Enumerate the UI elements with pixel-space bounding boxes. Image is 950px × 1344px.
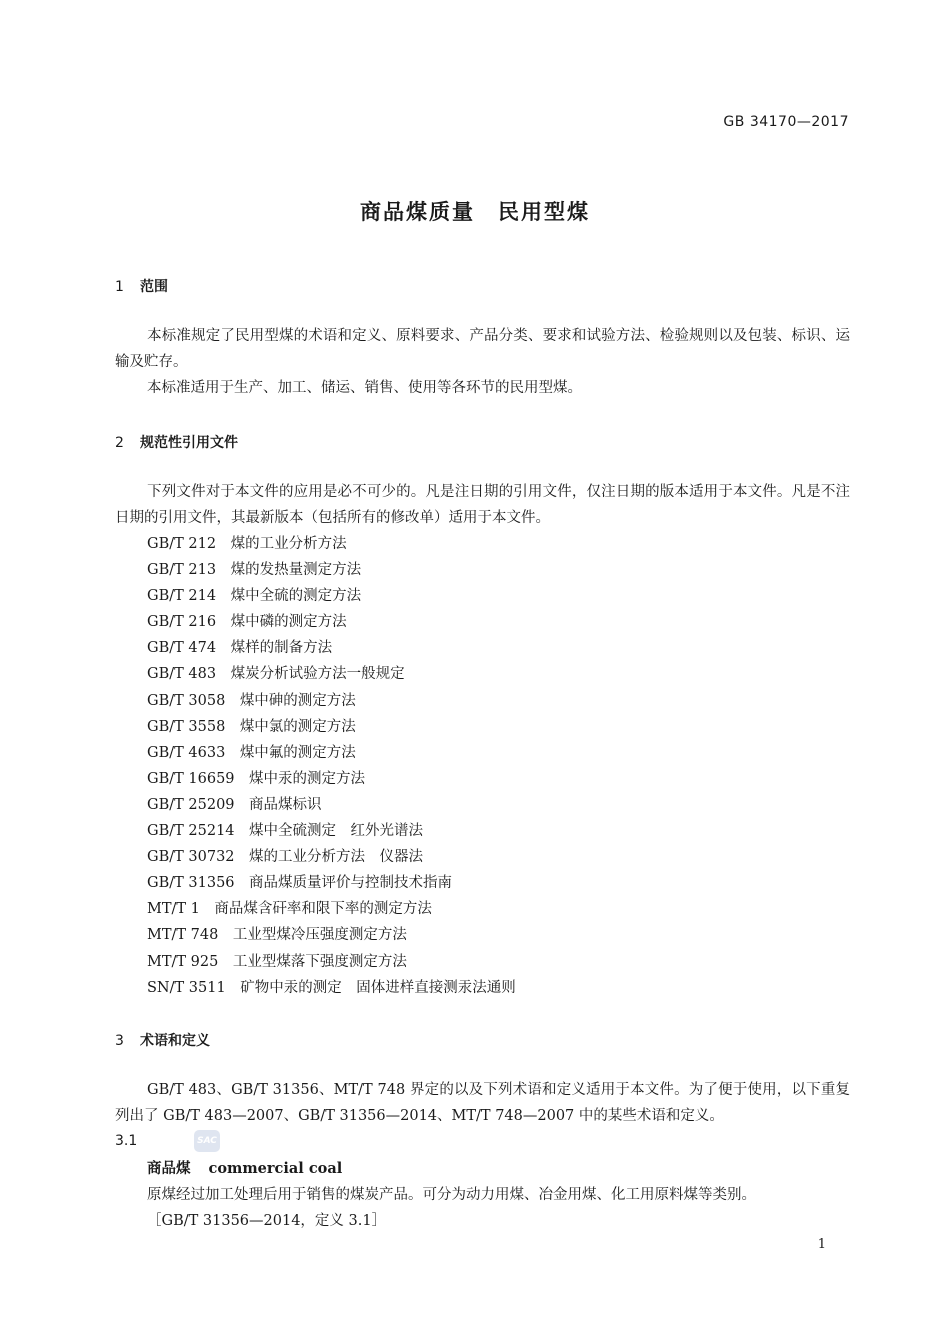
reference-item (147, 949, 516, 975)
normative-references-list (147, 531, 516, 1001)
section-2-intro-text: 下列文件对于本文件的应用是必不可少的。凡是注日期的引用文件，仅注日期的版本适用于本文件。凡是不注日期的引用文件，其最新版本（包括所有的修改单）适用于本文件。 (115, 484, 850, 526)
reference-title: 煤中全硫的测定方法 (230, 588, 362, 605)
reference-item (147, 635, 516, 661)
reference-code: GB/T 3058 (147, 692, 226, 709)
reference-title: 商品煤标识 (249, 796, 322, 813)
reference-title: 煤中氟的测定方法 (239, 744, 356, 761)
section-1-paragraph-1 (115, 323, 850, 375)
reference-code: GB/T 30732 (147, 849, 235, 866)
reference-code: SN/T 3511 (147, 979, 226, 996)
reference-code: GB/T 214 (147, 588, 217, 605)
reference-code: GB/T 483 (147, 666, 217, 683)
reference-title: 煤的工业分析方法 仪器法 (249, 849, 424, 866)
reference-code: GB/T 25209 (147, 796, 235, 813)
reference-title: 商品煤质量评价与控制技术指南 (249, 875, 453, 892)
reference-title: 煤炭分析试验方法一般规定 (230, 666, 405, 683)
reference-item (147, 531, 516, 557)
sac-watermark-logo: SAC (194, 1130, 220, 1152)
section-1-number: 1 (115, 279, 124, 295)
reference-item (147, 922, 516, 948)
term-name (147, 1156, 342, 1182)
reference-title: 煤中磷的测定方法 (230, 614, 347, 631)
section-2-number: 2 (115, 435, 124, 451)
standard-number: GB 34170—2017 (723, 114, 849, 130)
reference-title: 煤中全硫测定 红外光谱法 (249, 823, 424, 840)
term-definition: 原煤经过加工处理后用于销售的煤炭产品。可分为动力用煤、冶金用煤、化工用原料煤等类别。 (147, 1187, 756, 1203)
reference-item (147, 557, 516, 583)
reference-code: MT/T 1 (147, 901, 200, 918)
reference-code: MT/T 925 (147, 953, 219, 970)
term-source: ［GB/T 31356—2014，定义 3.1］ (147, 1213, 387, 1229)
reference-title: 煤中氯的测定方法 (239, 718, 356, 735)
reference-code: GB/T 4633 (147, 744, 226, 761)
section-3-heading (115, 1030, 210, 1050)
reference-code: GB/T 3558 (147, 718, 226, 735)
section-3-number: 3 (115, 1033, 124, 1049)
section-3-intro-text: GB/T 483、GB/T 31356、MT/T 748 界定的以及下列术语和定义适用于本文件。为了便于使用，以下重复列出了 GB/T 483—2007、GB/T 31356—2014、MT/T 748—2007 中的某些术语和定义。 (115, 1082, 850, 1124)
reference-item (147, 688, 516, 714)
reference-item (147, 740, 516, 766)
reference-code: GB/T 16659 (147, 770, 235, 787)
reference-title: 商品煤含矸率和限下率的测定方法 (214, 901, 432, 918)
section-1-paragraph-2 (115, 375, 850, 401)
reference-item (147, 896, 516, 922)
reference-code: GB/T 216 (147, 614, 217, 631)
reference-title: 煤样的制备方法 (230, 640, 333, 657)
reference-title: 煤的工业分析方法 (230, 536, 347, 552)
reference-item (147, 870, 516, 896)
section-1-paragraph-2-text: 本标准适用于生产、加工、储运、销售、使用等各环节的民用型煤。 (147, 380, 582, 396)
document-title: 商品煤质量 民用型煤 (360, 200, 590, 224)
page-number: 1 (817, 1237, 826, 1252)
section-1-paragraph-1-text: 本标准规定了民用型煤的术语和定义、原料要求、产品分类、要求和试验方法、检验规则以及包装、标识、运输及贮存。 (115, 328, 850, 370)
reference-title: 矿物中汞的测定 固体进样直接测汞法通则 (240, 979, 516, 996)
section-2-intro (115, 479, 850, 531)
reference-code: GB/T 25214 (147, 823, 235, 840)
section-2-title: 规范性引用文件 (140, 435, 238, 451)
term-name-zh: 商品煤 (147, 1161, 191, 1177)
term-number: 3.1 (115, 1133, 138, 1149)
term-name-en: commercial coal (208, 1160, 343, 1177)
reference-item (147, 661, 516, 687)
reference-item (147, 818, 516, 844)
section-1-title: 范围 (140, 279, 168, 295)
reference-item (147, 714, 516, 740)
reference-item (147, 609, 516, 635)
reference-title: 工业型煤冷压强度测定方法 (232, 927, 407, 944)
reference-code: GB/T 31356 (147, 875, 235, 892)
reference-item (147, 766, 516, 792)
reference-code: GB/T 474 (147, 640, 217, 657)
reference-code: MT/T 748 (147, 927, 219, 944)
reference-code: GB/T 213 (147, 562, 217, 579)
reference-item (147, 583, 516, 609)
reference-title: 煤的发热量测定方法 (230, 562, 362, 579)
reference-title: 煤中汞的测定方法 (249, 770, 366, 787)
reference-title: 工业型煤落下强度测定方法 (232, 953, 407, 970)
section-2-heading (115, 432, 238, 452)
section-3-intro (115, 1077, 850, 1129)
reference-item (147, 975, 516, 1001)
reference-code: GB/T 212 (147, 536, 217, 552)
reference-item (147, 844, 516, 870)
section-3-title: 术语和定义 (140, 1033, 210, 1049)
reference-title: 煤中砷的测定方法 (239, 692, 356, 709)
section-1-heading (115, 276, 168, 296)
reference-item (147, 792, 516, 818)
